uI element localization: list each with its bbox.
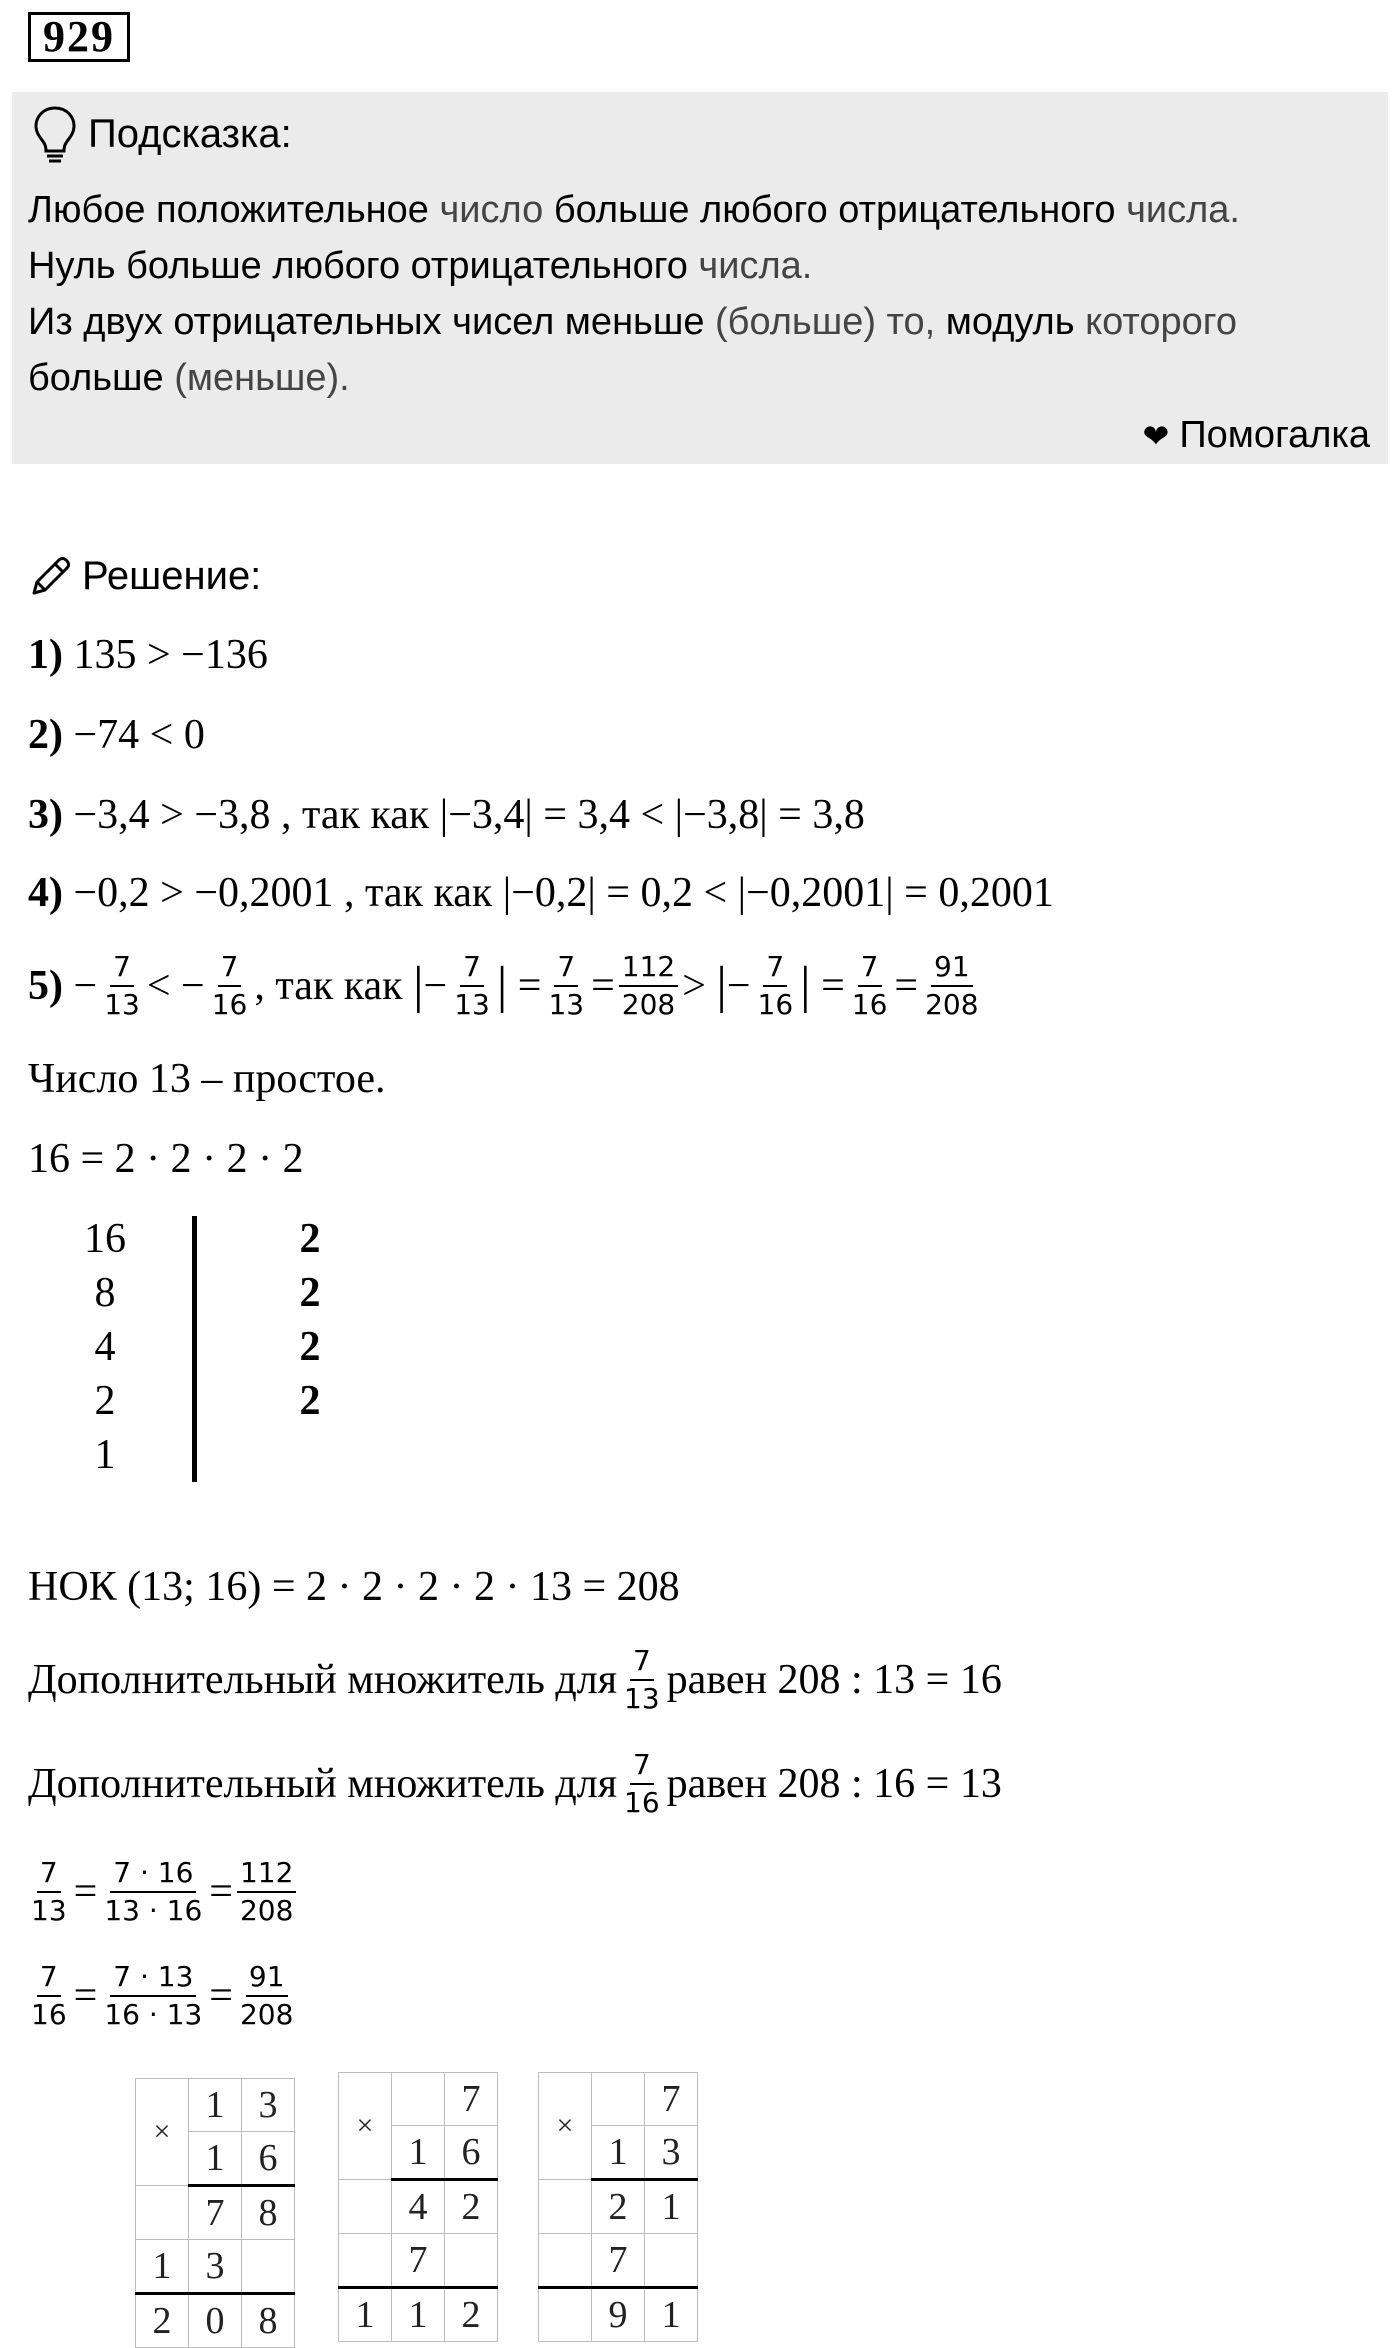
hint-title: Подсказка: — [88, 112, 292, 156]
factor-right: 2 — [299, 1324, 321, 1370]
digit-cell: 3 — [189, 2240, 242, 2294]
factor-right: 2 — [299, 1270, 321, 1316]
times-sign: × — [539, 2073, 592, 2180]
digit-cell: 2 — [592, 2180, 645, 2234]
digit-cell — [392, 2073, 445, 2126]
digit-cell: 1 — [592, 2126, 645, 2180]
solution-item-3: 3) −3,4 > −3,8 , так как |−3,4| = 3,4 < |−3,8| = 3,8 — [28, 792, 865, 838]
digit-cell: 7 — [645, 2073, 698, 2126]
digit-cell: 0 — [189, 2294, 242, 2348]
digit-cell: 1 — [136, 2240, 189, 2294]
fraction: $\frac{7}{16}$ — [624, 1748, 660, 1819]
digit-cell — [339, 2234, 392, 2288]
fraction: $\frac{7}{16}$ — [211, 950, 248, 1021]
factor-right: 2 — [299, 1378, 321, 1424]
digit-cell — [539, 2288, 592, 2342]
factor-left: 1 — [94, 1432, 116, 1478]
lightbulb-icon — [30, 104, 80, 164]
fraction: $\frac{7}{16}$ — [31, 1960, 67, 2031]
hint-text — [28, 182, 1378, 406]
extra-factor-2: Дополнительный множитель для $\frac{7}{16}$ равен 208 : 16 = 13 — [28, 1748, 1002, 1819]
solution-item-5: 5) − $\frac{7}{13}$ < − $\frac{7}{16}$ , так как | − $\frac{7}{13}$ | = $\frac{7}{13}$ = $\frac{112}{208}$ > | − $\frac{7}{16}$ | = $\frac{7}{16}$ = $\frac{91}{208}$ — [28, 948, 986, 1024]
digit-cell: 8 — [242, 2186, 295, 2240]
digit-cell: 8 — [242, 2294, 295, 2348]
fraction: $\frac{91}{208}$ — [925, 950, 979, 1021]
fraction: $\frac{7}{13}$ — [548, 950, 585, 1021]
fraction: $\frac{7}{13}$ — [31, 1856, 67, 1927]
extra-factor-1: Дополнительный множитель для $\frac{7}{13}$ равен 208 : 13 = 16 — [28, 1644, 1002, 1715]
digit-cell: 7 — [592, 2234, 645, 2288]
multiplication-table-1 — [135, 2078, 295, 2348]
pencil-icon — [28, 553, 74, 599]
digit-cell: 7 — [445, 2073, 498, 2126]
fraction: $\frac{7}{13}$ — [104, 950, 140, 1021]
multiplication-table-2 — [338, 2072, 498, 2342]
digit-cell: 1 — [645, 2180, 698, 2234]
times-sign: × — [136, 2079, 189, 2186]
fraction: $\frac{7 \cdot 13}{16 \cdot 13}$ — [104, 1960, 203, 2031]
digit-cell: 6 — [242, 2132, 295, 2186]
heart-icon: ❤ — [1142, 418, 1170, 454]
solution-item-2: 2) −74 < 0 — [28, 712, 205, 758]
factorization-table — [50, 1212, 350, 1492]
hint-line: Из двух отрицательных чисел меньше (больше) то, модуль которого — [28, 301, 1237, 343]
hint-box — [12, 92, 1388, 464]
digit-cell: 3 — [242, 2079, 295, 2132]
factor-left: 16 — [84, 1216, 126, 1262]
fraction: $\frac{7 \cdot 16}{13 \cdot 16}$ — [104, 1856, 203, 1927]
digit-cell: 1 — [189, 2132, 242, 2186]
digit-cell — [539, 2234, 592, 2288]
digit-cell: 1 — [189, 2079, 242, 2132]
fraction: $\frac{112}{208}$ — [237, 1857, 296, 1927]
solution-item-4: 4) −0,2 > −0,2001 , так как |−0,2| = 0,2 < |−0,2001| = 0,2001 — [28, 870, 1054, 916]
digit-cell: 6 — [445, 2126, 498, 2180]
digit-cell: 2 — [136, 2294, 189, 2348]
factor-divider — [192, 1216, 197, 1482]
prime-note: Число 13 – простое. — [28, 1056, 386, 1102]
fraction: $\frac{7}{13}$ — [624, 1644, 660, 1715]
fraction: $\frac{7}{16}$ — [851, 950, 888, 1021]
digit-cell — [645, 2234, 698, 2288]
helper-link[interactable]: ❤ Помогалка — [1142, 414, 1370, 456]
digit-cell: 7 — [392, 2234, 445, 2288]
digit-cell: 9 — [592, 2288, 645, 2342]
digit-cell — [136, 2186, 189, 2240]
digit-cell — [242, 2240, 295, 2294]
factor-left: 4 — [94, 1324, 116, 1370]
digit-cell — [592, 2073, 645, 2126]
conversion-2: $\frac{7}{16}$ = $\frac{7 \cdot 13}{16 \cdot 13}$ = $\frac{91}{208}$ — [24, 1956, 300, 2036]
hint-line: Любое положительное число больше любого отрицательного числа. — [28, 189, 1240, 231]
digit-cell: 2 — [445, 2180, 498, 2234]
times-sign: × — [339, 2073, 392, 2180]
factor-right: 2 — [299, 1216, 321, 1262]
factor-left: 2 — [94, 1378, 116, 1424]
fraction: $\frac{7}{13}$ — [454, 950, 490, 1021]
digit-cell: 3 — [645, 2126, 698, 2180]
fraction: $\frac{91}{208}$ — [239, 1960, 294, 2031]
hint-line: больше (меньше). — [28, 357, 350, 399]
solution-title: Решение: — [28, 548, 261, 604]
hint-line: Нуль больше любого отрицательного числа. — [28, 245, 813, 287]
fraction: $\frac{112}{208}$ — [619, 951, 678, 1021]
digit-cell: 2 — [445, 2288, 498, 2342]
digit-cell — [445, 2234, 498, 2288]
digit-cell: 1 — [392, 2126, 445, 2180]
lcm-line: НОК (13; 16) = 2 · 2 · 2 · 2 · 13 = 208 — [28, 1564, 680, 1610]
multiplication-table-3 — [538, 2072, 698, 2342]
solution-item-1: 1) 135 > −136 — [28, 632, 268, 678]
factor-left: 8 — [94, 1270, 116, 1316]
digit-cell: 1 — [392, 2288, 445, 2342]
digit-cell: 4 — [392, 2180, 445, 2234]
digit-cell: 1 — [339, 2288, 392, 2342]
exercise-number: 929 — [28, 12, 130, 62]
digit-cell: 1 — [645, 2288, 698, 2342]
factor-equation: 16 = 2 · 2 · 2 · 2 — [28, 1136, 304, 1182]
digit-cell: 7 — [189, 2186, 242, 2240]
digit-cell — [339, 2180, 392, 2234]
fraction: $\frac{7}{16}$ — [757, 950, 794, 1021]
conversion-1: $\frac{7}{13}$ = $\frac{7 \cdot 16}{13 \cdot 16}$ = $\frac{112}{208}$ — [24, 1852, 300, 1932]
digit-cell — [539, 2180, 592, 2234]
